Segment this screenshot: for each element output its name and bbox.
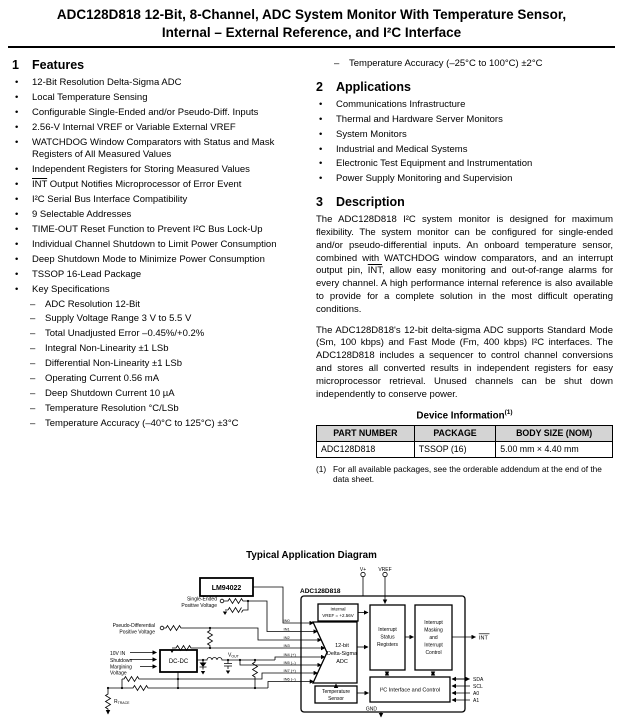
isr-label-3: Registers bbox=[376, 642, 399, 648]
feature-item: • WATCHDOG Window Comparators with Status and Mask Registers of All Measured Values bbox=[15, 136, 275, 161]
junction-dot bbox=[254, 659, 256, 661]
key-spec-item: – Total Unadjusted Error –0.45%/+0.2% bbox=[30, 328, 205, 340]
feature-item: • Independent Registers for Storing Measured Values bbox=[15, 164, 250, 176]
ground-symbol bbox=[201, 671, 205, 675]
resistor-se-2 bbox=[225, 601, 248, 613]
cell-part-number: ADC128D818 bbox=[317, 441, 415, 457]
rtrace-label: $R_{TRACE}$ bbox=[114, 699, 130, 705]
wire-pd-to-in2 bbox=[210, 628, 321, 640]
resistor-feedback-2 bbox=[108, 686, 268, 691]
input-pin-label: IN2 bbox=[283, 635, 290, 640]
single-ended-label-1: Single-Ended bbox=[186, 596, 217, 603]
table-header-row bbox=[317, 425, 613, 441]
im-label-4: Interrupt bbox=[424, 642, 443, 649]
resistor-pd-1 bbox=[164, 626, 210, 631]
description-paragraph-1: The ADC128D818 I²C system monitor is designed for maximum flexibility. The system monitor can be configured for single-ended and/or pseudo-differential inputs. An onboard temperature sensor, combined with WATCHDOG window comparators, and an interrupt output pin, $\overline{INT}$, allow easy monitoring and out-of-range alarms for every channel. A high performance internal reference is also available to provide for a complete solution in the most difficult operating conditions. bbox=[316, 214, 613, 315]
dc-input-label-shutdown: Shutdown bbox=[110, 658, 133, 664]
vout-label: $V_{OUT}$ bbox=[228, 652, 239, 659]
key-spec-item: – Differential Non-Linearity ±1 LSb bbox=[30, 358, 183, 370]
feature-item: • I²C Serial Bus Interface Compatibility bbox=[15, 194, 188, 206]
junction-dot bbox=[247, 600, 249, 602]
sda-label: SDA bbox=[473, 677, 484, 683]
key-spec-item: – Supply Voltage Range 3 V to 5.5 V bbox=[30, 313, 192, 325]
int-overline-text: $\overline{INT}$ bbox=[367, 265, 383, 277]
application-item: • Electronic Test Equipment and Instrumentation bbox=[319, 158, 533, 170]
a0-label: A0 bbox=[473, 691, 480, 697]
col-package: PACKAGE bbox=[414, 425, 495, 441]
table-footnote: (1) For all available packages, see the orderable addendum at the end of the data sheet. bbox=[316, 463, 602, 485]
pseudo-diff-label-2: Positive Voltage bbox=[119, 629, 155, 636]
input-pin-label: IN6 (–) bbox=[283, 676, 296, 682]
page-title bbox=[0, 0, 623, 41]
feature-item: • Key Specifications bbox=[15, 283, 110, 295]
feature-item: • Configurable Single-Ended and/or Pseudo-Diff. Inputs bbox=[15, 106, 259, 118]
resistor-se-1 bbox=[224, 599, 248, 604]
junction-dot bbox=[227, 659, 229, 661]
key-spec-item-continued: – Temperature Accuracy (–25°C to 100°C) ±2°C bbox=[334, 58, 543, 70]
junction-dot bbox=[121, 687, 123, 689]
isr-label-1: Interrupt bbox=[378, 627, 397, 633]
col-body-size: BODY SIZE (NOM) bbox=[496, 425, 613, 441]
adc-label-2: Delta-Sigma bbox=[326, 651, 358, 657]
single-ended-label-2: Positive Voltage bbox=[181, 603, 217, 609]
footnote-reference: (1) bbox=[504, 409, 513, 417]
resistor-rtrace bbox=[106, 688, 111, 714]
junction-dot bbox=[177, 687, 179, 689]
input-pin-label: IN4 (+) bbox=[283, 652, 296, 657]
terminal-single-ended bbox=[220, 599, 224, 603]
a1-label: A1 bbox=[473, 698, 480, 704]
internal-vref-label-1: Internal bbox=[330, 606, 346, 612]
im-label-2: Masking bbox=[424, 627, 443, 634]
adc-label-1: 12-bit bbox=[335, 643, 349, 649]
gnd-label: GND bbox=[365, 706, 377, 713]
cell-package: TSSOP (16) bbox=[414, 441, 495, 457]
temp-sensor-label-1: Temperature bbox=[321, 689, 351, 695]
wire-to-in5 bbox=[240, 660, 321, 665]
internal-vref-label-2: VREF = +2.56V bbox=[322, 613, 354, 618]
int-output-label: INT bbox=[479, 635, 488, 642]
input-pin-label: IN7 (+) bbox=[283, 668, 296, 673]
terminal-pseudo-diff bbox=[160, 626, 164, 630]
scl-label: SCL bbox=[473, 684, 483, 690]
resistor-divider bbox=[253, 660, 258, 688]
key-spec-item: – Integral Non-Linearity ±1 LSb bbox=[30, 343, 169, 355]
col-part-number: PART NUMBER bbox=[317, 425, 415, 441]
feature-item: • TIME-OUT Reset Function to Prevent I²C Bus Lock-Up bbox=[15, 223, 263, 235]
key-spec-item: – ADC Resolution 12-Bit bbox=[30, 298, 141, 310]
application-item: • Communications Infrastructure bbox=[319, 98, 466, 110]
application-item: • Thermal and Hardware Server Monitors bbox=[319, 113, 503, 125]
feature-item: • 2.56-V Internal VREF or Variable External VREF bbox=[15, 121, 236, 133]
resistor-pd-vertical bbox=[208, 628, 213, 648]
diagram-title: Typical Application Diagram bbox=[246, 550, 377, 561]
input-pin-label: IN3 bbox=[283, 643, 290, 648]
feature-item: • Local Temperature Sensing bbox=[15, 92, 148, 103]
vplus-pin-label: V+ bbox=[359, 567, 367, 573]
dc-input-label-10v: 10V IN bbox=[110, 651, 126, 657]
lm94022-label: LM94022 bbox=[211, 585, 242, 592]
adc-label-3: ADC bbox=[336, 659, 348, 665]
feature-item-int: • $\overline{INT}$ Output Notifies Microprocessor of Error Event bbox=[15, 179, 242, 191]
application-item: • Power Supply Monitoring and Supervision bbox=[319, 173, 513, 185]
diode-symbol bbox=[200, 663, 207, 668]
wire-to-in7 bbox=[178, 673, 318, 679]
left-column bbox=[12, 49, 300, 547]
feature-item: • Individual Channel Shutdown to Limit Power Consumption bbox=[15, 238, 277, 250]
application-item: • System Monitors bbox=[319, 128, 407, 140]
title-line-1: ADC128D818 12-Bit, 8-Channel, ADC System Monitor With Temperature Sensor, bbox=[56, 7, 567, 22]
junction-dot bbox=[239, 659, 241, 661]
table-row bbox=[317, 441, 613, 457]
vref-pin-label: VREF bbox=[378, 567, 392, 573]
isr-label-2: Status bbox=[380, 634, 395, 641]
device-info-title: Device Information$^{(1)}$ bbox=[416, 409, 513, 422]
dcdc-label: DC-DC bbox=[168, 659, 189, 665]
input-pin-label: IN0 bbox=[283, 618, 290, 623]
input-pin-label: IN5 (–) bbox=[283, 660, 296, 665]
two-column-body bbox=[0, 48, 623, 547]
application-item: • Industrial and Medical Systems bbox=[319, 143, 468, 155]
junction-dot bbox=[209, 647, 211, 649]
feature-item: • TSSOP 16-Lead Package bbox=[15, 268, 142, 280]
capacitor bbox=[224, 660, 232, 669]
dc-input-label-margining: Margining bbox=[110, 664, 132, 671]
wire-to-in6 bbox=[268, 682, 314, 689]
section-description-heading: 3 Description bbox=[316, 195, 405, 210]
chip-label: ADC128D818 bbox=[300, 588, 341, 595]
section-applications-heading: 2 Applications bbox=[316, 79, 412, 94]
title-line-2: Internal – External Reference, and I²C Interface bbox=[161, 24, 462, 40]
ground-symbol bbox=[226, 671, 230, 675]
pseudo-diff-label-1: Pseudo-Differential bbox=[112, 623, 155, 629]
i2c-label: I²C Interface and Control bbox=[379, 687, 441, 694]
wire-to-in4 bbox=[275, 657, 325, 660]
section-features-heading: 1 Features bbox=[12, 58, 85, 73]
junction-dot bbox=[202, 659, 204, 661]
junction-dot bbox=[209, 627, 211, 629]
right-column bbox=[316, 49, 613, 547]
im-label-1: Interrupt bbox=[424, 620, 443, 626]
key-spec-item: – Temperature Resolution °C/LSb bbox=[30, 402, 179, 414]
dc-input-label-voltage: Voltage bbox=[110, 670, 127, 677]
temp-sensor-label-2: Sensor bbox=[328, 696, 344, 702]
key-spec-item: – Deep Shutdown Current 10 µA bbox=[30, 387, 175, 399]
cell-body-size: 5.00 mm × 4.40 mm bbox=[496, 441, 613, 457]
int-overline-text: $\overline{INT}$ bbox=[32, 179, 48, 191]
ground-symbol bbox=[223, 612, 227, 616]
key-spec-item: – Temperature Accuracy (–40°C to 125°C) ±3°C bbox=[30, 417, 239, 429]
im-label-3: and bbox=[429, 635, 438, 641]
device-info-table bbox=[316, 425, 613, 458]
feature-item: • Deep Shutdown Mode to Minimize Power Consumption bbox=[15, 253, 265, 265]
key-spec-item: – Operating Current 0.56 mA bbox=[30, 373, 160, 385]
im-label-5: Control bbox=[425, 650, 442, 656]
description-paragraph-2: The ADC128D818's 12-bit delta-sigma ADC supports Standard Mode (Sm, 100 kbps) and Fast Mode (Fm, 400 kbps) I²C interfaces. The ADC128D818 includes a sequencer to control channel conversions and stores all converted results in independent registers for easy microprocessor retrieval. Unused channels can be shut down independently to conserve power. bbox=[316, 324, 613, 400]
feature-item: • 12-Bit Resolution Delta-Sigma ADC bbox=[15, 77, 182, 89]
application-diagram bbox=[0, 566, 623, 726]
feature-item: • 9 Selectable Addresses bbox=[15, 209, 132, 221]
resistor-feedback-1 bbox=[122, 677, 178, 682]
input-pin-label: IN1 bbox=[283, 626, 290, 632]
